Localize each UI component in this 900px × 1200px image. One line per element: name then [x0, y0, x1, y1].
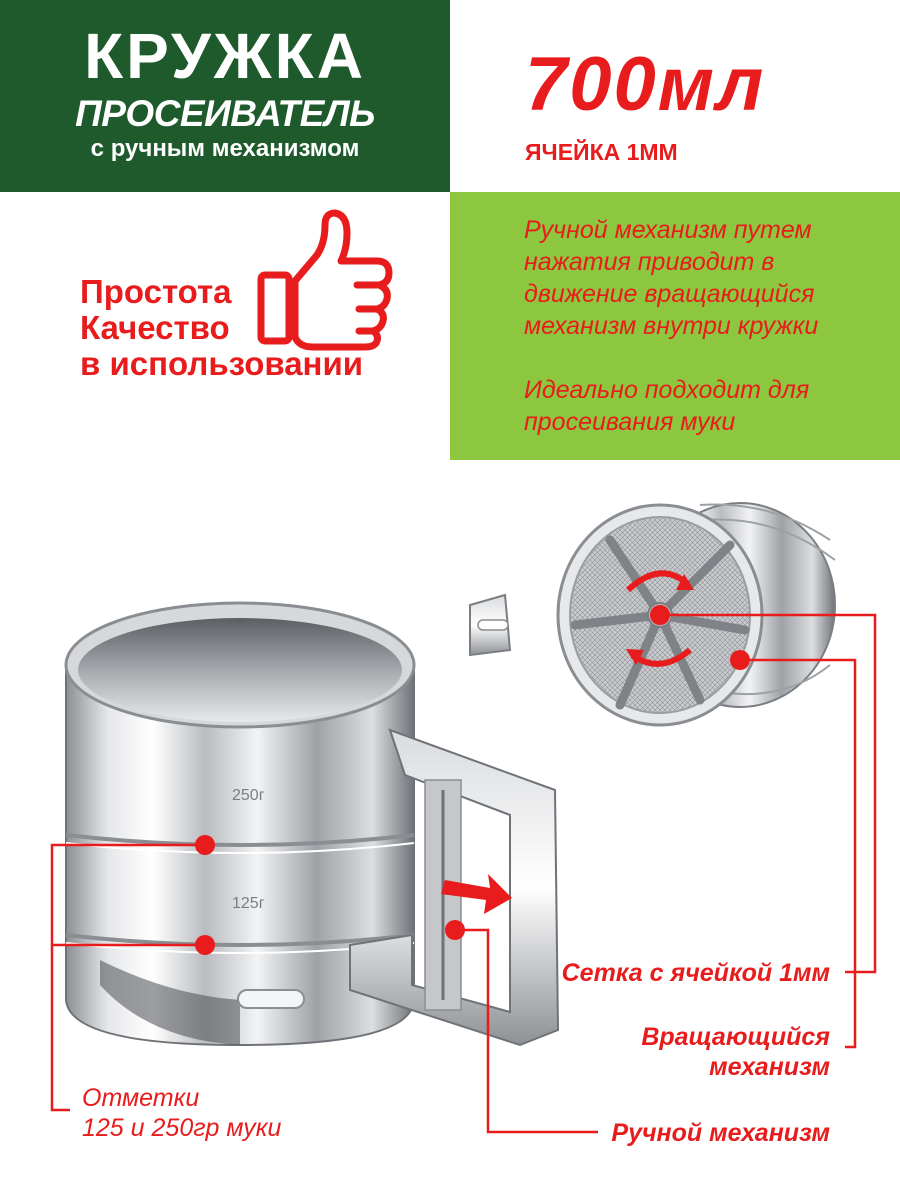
- callout-rotating-line2: механизм: [709, 1053, 830, 1081]
- product-subtitle-secondary: с ручным механизмом: [90, 135, 360, 162]
- mark-125: 125г: [232, 895, 265, 912]
- product-subtitle: ПРОСЕИВАТЕЛЬ: [75, 93, 375, 134]
- volume-spec: 700мл: [525, 42, 766, 127]
- callout-rotating-line1: Вращающийся: [641, 1023, 830, 1051]
- cell-size-spec: ЯЧЕЙКА 1ММ: [525, 139, 678, 165]
- mark-250: 250г: [232, 787, 265, 804]
- description-mechanism: Ручной механизм путем нажатия приводит в движение вращающийся механизм внутри кружки: [524, 216, 819, 340]
- callout-rotating: [570, 1022, 830, 1082]
- callout-marks: [82, 1083, 281, 1143]
- description-purpose: Идеально подходит для просеивания муки: [524, 376, 810, 436]
- callout-marks-line1: Отметки: [82, 1084, 200, 1112]
- badge-line-simplicity: Простота: [80, 273, 232, 310]
- callout-mesh: Сетка с ячейкой 1мм: [561, 959, 830, 987]
- product-title: КРУЖКА: [84, 20, 366, 92]
- badge-line-quality: Качество: [80, 309, 230, 346]
- description-box: [450, 192, 900, 460]
- callout-manual: Ручной механизм: [611, 1119, 830, 1147]
- badge-line-usage: в использовании: [80, 345, 364, 382]
- thumbs-up-icon: [255, 205, 395, 355]
- callout-marks-line2: 125 и 250гр муки: [82, 1114, 282, 1142]
